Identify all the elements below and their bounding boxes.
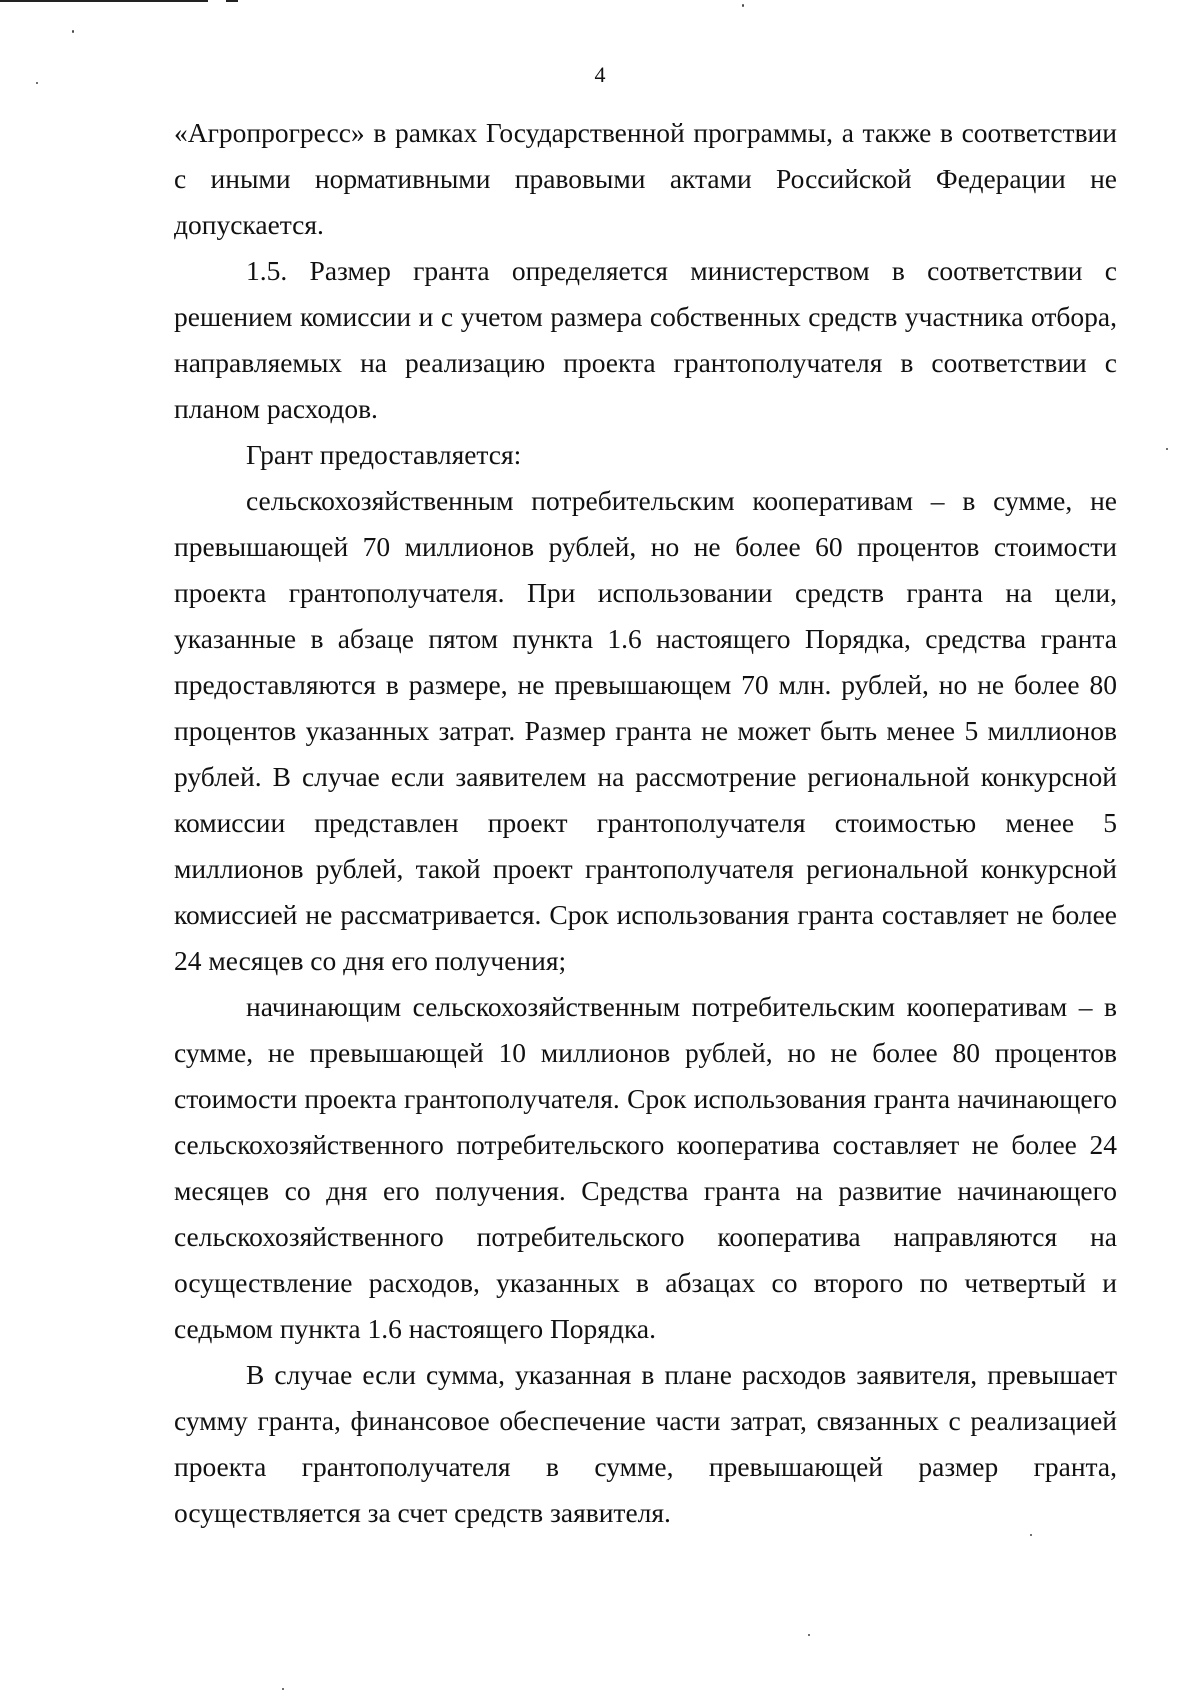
paragraph-cooperatives: сельскохозяйственным потребительским кооперативам – в сумме, не превышающей 70 миллионов рублей, но не более 60 процентов стоимости проекта грантополучателя. При использовании средств гранта на цели, указанные в абзаце пятом пункта 1.6 настоящего Порядка, средства гранта предоставляются в размере, не превышающем 70 млн. рублей, но не более 80 процентов указанных затрат. Размер гранта не может быть менее 5 миллионов рублей. В случае если заявителем на рассмотрение региональной конкурсной комиссии представлен проект грантополучателя стоимостью менее 5 миллионов рублей, такой проект грантополучателя региональной конкурсной комиссией не рассматривается. Срок использования гранта составляет не более 24 месяцев со дня его получения; (174, 485, 1117, 976)
paragraph-continuation: «Агропрогресс» в рамках Государственной программы, а также в соответствии с иными нормативными правовыми актами Российской Федерации не допускается. (174, 117, 1117, 240)
scan-speck (36, 82, 38, 84)
document-body (174, 110, 1117, 1536)
scan-speck (1166, 448, 1168, 450)
scan-speck (742, 4, 744, 7)
scan-speck (808, 1634, 810, 1636)
paragraph-grant-intro: Грант предоставляется: (246, 439, 522, 470)
paragraph-clause-1-5: 1.5. Размер гранта определяется министерством в соответствии с решением комиссии и с учетом размера собственных средств участника отбора, направляемых на реализацию проекта грантополучателя в соответствии с планом расходов. (174, 255, 1117, 424)
scan-artifact-line (226, 0, 238, 2)
scan-speck (1030, 1534, 1032, 1536)
paragraph-excess-amount: В случае если сумма, указанная в плане расходов заявителя, превышает сумму гранта, финансовое обеспечение части затрат, связанных с реализацией проекта грантополучателя в сумме, превышающей размер гранта, осуществляется за счет средств заявителя. (174, 1359, 1117, 1528)
scan-speck (72, 30, 74, 33)
scan-artifact-line (0, 0, 208, 2)
scan-speck (282, 1688, 284, 1690)
paragraph-new-cooperatives: начинающим сельскохозяйственным потребительским кооперативам – в сумме, не превышающей 10 миллионов рублей, но не более 80 процентов стоимости проекта грантополучателя. Срок использования гранта начинающего сельскохозяйственного потребительского кооператива составляет не более 24 месяцев со дня его получения. Средства гранта на развитие начинающего сельскохозяйственного потребительского кооператива направляются на осуществление расходов, указанных в абзацах со второго по четвертый и седьмом пункта 1.6 настоящего Порядка. (174, 991, 1117, 1344)
page-number: 4 (594, 62, 606, 87)
